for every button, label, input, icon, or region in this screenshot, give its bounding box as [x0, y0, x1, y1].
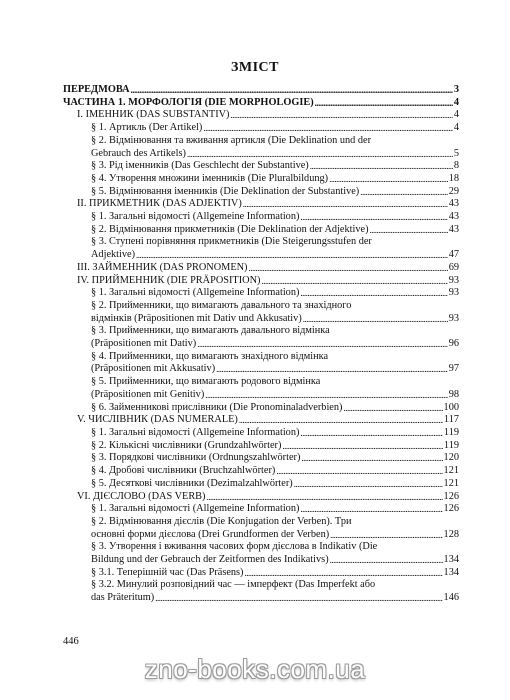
toc-entry-text: Bildung und der Gebrauch der Zeitformen des Indikativs) — [91, 554, 329, 566]
toc-entry-text: V. ЧИСЛІВНИК (DAS NUMERALE) — [77, 414, 238, 426]
toc-entry-page: 120 — [443, 452, 459, 464]
toc-entry-section[interactable] — [63, 186, 459, 199]
toc-entry-text: ПЕРЕДМОВА — [63, 84, 130, 95]
toc-entry-page: 121 — [443, 477, 459, 489]
toc-entry-text: § 1. Загальні відомості (Allgemeine Information) — [91, 287, 300, 299]
toc-entry-page: 117 — [443, 414, 459, 426]
leader-dots — [300, 427, 443, 440]
toc-entry-chapter-verb[interactable] — [63, 491, 459, 504]
toc-entry-section[interactable] — [63, 516, 459, 541]
leader-dots — [276, 465, 442, 478]
toc-entry-text: Gebrauch des Artikels) — [91, 147, 186, 159]
toc-entry-section[interactable] — [63, 503, 459, 516]
toc-entry-text: § 3. Рід іменників (Das Geschlecht der Substantive) — [91, 160, 309, 172]
toc-entry-page: 98 — [448, 388, 459, 400]
toc-entry-page: 128 — [443, 528, 459, 540]
leader-dots — [136, 249, 448, 262]
toc-entry-text-line1: § 2. Відмінювання та вживання артикля (Die Deklination und der — [91, 134, 372, 146]
leader-dots — [248, 262, 447, 275]
toc-entry-text: I. ІМЕННИК (DAS SUBSTANTIV) — [77, 109, 230, 121]
leader-dots — [244, 567, 442, 580]
toc-entry-chapter-preposition[interactable] — [63, 275, 459, 288]
toc-entry-text: § 2. Відмінювання прикметників (Die Deklination der Adjektive) — [91, 223, 369, 235]
toc-entry-chapter-noun[interactable] — [63, 109, 459, 122]
leader-dots — [230, 109, 452, 122]
leader-dots — [301, 452, 442, 465]
toc-entry-section[interactable] — [63, 325, 459, 350]
toc-entry-section[interactable] — [63, 122, 459, 135]
toc-entry-page: 4 — [453, 122, 459, 134]
toc-entry-text-line1: § 3. Ступені порівняння прикметників (Die Steigerungsstufen der — [91, 236, 372, 248]
toc-entry-text: II. ПРИКМЕТНИК (DAS ADJEKTIV) — [77, 198, 242, 210]
page-number: 446 — [63, 636, 79, 647]
leader-dots — [315, 97, 453, 110]
toc-entry-text: ЧАСТИНА 1. МОРФОЛОГІЯ (DIE MORPHOLOGIE) — [63, 96, 314, 108]
leader-dots — [205, 389, 447, 402]
toc-entry-text: § 5. Десяткові числівники (Dezimalzahlwörter) — [91, 477, 293, 489]
toc-entry-chapter-numeral[interactable] — [63, 414, 459, 427]
leader-dots — [343, 402, 442, 415]
table-of-contents — [63, 84, 459, 605]
toc-entry-text: відмінків (Präpositionen mit Dativ und Akkusativ) — [91, 312, 302, 324]
toc-entry-foreword[interactable] — [63, 84, 459, 97]
toc-entry-text: основні форми дієслова (Drei Grundformen der Verben) — [91, 528, 330, 540]
toc-entry-section[interactable] — [63, 173, 459, 186]
toc-entry-text-line1: § 3. Утворення і вживання часових форм дієслова в Indikativ (Die — [91, 541, 378, 553]
leader-dots — [294, 478, 443, 491]
toc-entry-section[interactable] — [63, 402, 459, 415]
toc-entry-page: 8 — [453, 160, 459, 172]
toc-entry-page: 119 — [443, 426, 459, 438]
leader-dots — [131, 84, 453, 97]
toc-entry-section[interactable] — [63, 160, 459, 173]
toc-entry-section[interactable] — [63, 300, 459, 325]
toc-entry-text: § 3. Порядкові числівники (Ordnungszahlwörter) — [91, 452, 301, 464]
leader-dots — [239, 414, 443, 427]
toc-entry-section[interactable] — [63, 287, 459, 300]
leader-dots — [360, 186, 447, 199]
toc-entry-text: (Präpositionen mit Akkusativ) — [91, 363, 216, 375]
toc-entry-section[interactable] — [63, 376, 459, 401]
leader-dots — [370, 224, 448, 237]
toc-entry-text-line1: § 2. Відмінювання дієслів (Die Konjugation der Verben). Три — [91, 515, 352, 527]
leader-dots — [300, 211, 447, 224]
toc-entry-page: 121 — [443, 465, 459, 477]
leader-dots — [300, 287, 447, 300]
leader-dots — [155, 592, 442, 605]
toc-entry-text: § 1. Артикль (Der Artikel) — [91, 122, 203, 134]
leader-dots — [187, 148, 453, 161]
leader-dots — [282, 440, 443, 453]
toc-entry-page: 100 — [443, 401, 459, 413]
toc-entry-text-line1: § 5. Прийменники, що вимагають родового відмінка — [91, 376, 321, 388]
toc-entry-text: § 1. Загальні відомості (Allgemeine Information) — [91, 211, 300, 223]
toc-entry-text: § 1. Загальні відомості (Allgemeine Information) — [91, 426, 300, 438]
toc-entry-page: 43 — [448, 211, 459, 223]
toc-entry-section[interactable] — [63, 579, 459, 604]
toc-entry-text: III. ЗАЙМЕННИК (DAS PRONOMEN) — [77, 261, 248, 273]
toc-entry-chapter-adjective[interactable] — [63, 198, 459, 211]
toc-entry-section[interactable] — [63, 452, 459, 465]
toc-entry-section[interactable] — [63, 211, 459, 224]
toc-entry-text: § 2. Кількісні числівники (Grundzahlwörter) — [91, 439, 282, 451]
leader-dots — [261, 275, 447, 288]
watermark: zno-books.com.ua — [144, 654, 366, 684]
leader-dots — [330, 554, 443, 567]
toc-entry-page: 43 — [448, 198, 459, 210]
toc-entry-text-line1: § 4. Прийменники, що вимагають знахідного відмінка — [91, 350, 329, 362]
toc-entry-page: 96 — [448, 338, 459, 350]
toc-entry-page: 146 — [443, 592, 459, 604]
toc-entry-text: (Präpositionen mit Dativ) — [91, 338, 197, 350]
toc-entry-text: das Präteritum) — [91, 592, 155, 604]
leader-dots — [300, 503, 442, 516]
leader-dots — [206, 491, 442, 504]
toc-entry-page: 126 — [443, 490, 459, 502]
toc-entry-page: 18 — [448, 172, 459, 184]
toc-title: ЗМІСТ — [231, 60, 279, 75]
toc-entry-page: 29 — [448, 185, 459, 197]
toc-entry-section[interactable] — [63, 567, 459, 580]
leader-dots — [329, 173, 448, 186]
toc-entry-section[interactable] — [63, 541, 459, 566]
leader-dots — [303, 313, 448, 326]
toc-entry-text: § 4. Утворення множини іменників (Die Pluralbildung) — [91, 172, 329, 184]
toc-entry-page: 43 — [448, 223, 459, 235]
toc-entry-text: § 3.1. Теперішній час (Das Präsens) — [91, 566, 244, 578]
toc-entry-page: 4 — [453, 96, 459, 108]
toc-entry-section[interactable] — [63, 224, 459, 237]
toc-entry-section[interactable] — [63, 478, 459, 491]
leader-dots — [310, 160, 453, 173]
toc-entry-page: 126 — [443, 503, 459, 515]
toc-entry-section[interactable] — [63, 351, 459, 376]
toc-entry-page: 119 — [443, 439, 459, 451]
toc-entry-text: § 5. Відмінювання іменників (Die Deklination der Substantive) — [91, 185, 360, 197]
toc-entry-chapter-pronoun[interactable] — [63, 262, 459, 275]
toc-entry-text-line1: § 3. Прийменники, що вимагають давального відмінка — [91, 325, 330, 337]
leader-dots — [243, 198, 448, 211]
toc-entry-section[interactable] — [63, 427, 459, 440]
toc-entry-text: (Präpositionen mit Genitiv) — [91, 388, 205, 400]
toc-entry-section[interactable] — [63, 465, 459, 478]
toc-entry-page: 69 — [448, 261, 459, 273]
toc-entry-text: VI. ДІЄСЛОВО (DAS VERB) — [77, 490, 206, 502]
toc-entry-section[interactable] — [63, 440, 459, 453]
toc-entry-page: 3 — [453, 84, 459, 95]
toc-entry-page: 93 — [448, 287, 459, 299]
toc-entry-part-1[interactable] — [63, 97, 459, 110]
toc-entry-page: 5 — [453, 147, 459, 159]
toc-entry-text: IV. ПРИЙМЕННИК (DIE PRÄPOSITION) — [77, 274, 261, 286]
toc-entry-page: 97 — [448, 363, 459, 375]
toc-entry-text-line1: § 3.2. Минулий розповідний час — імперфект (Das Imperfekt або — [91, 579, 376, 591]
toc-entry-section[interactable] — [63, 236, 459, 261]
toc-entry-page: 93 — [448, 312, 459, 324]
toc-entry-page: 134 — [443, 554, 459, 566]
leader-dots — [216, 363, 448, 376]
toc-entry-page: 4 — [453, 109, 459, 121]
toc-entry-text: Adjektive) — [91, 249, 136, 261]
leader-dots — [203, 122, 452, 135]
toc-entry-text: § 4. Дробові числівники (Bruchzahlwörter) — [91, 465, 276, 477]
toc-entry-text: § 6. Займенникові прислівники (Die Pronominaladverbien) — [91, 401, 343, 413]
leader-dots — [330, 529, 442, 542]
toc-entry-page: 93 — [448, 274, 459, 286]
toc-entry-text: § 1. Загальні відомості (Allgemeine Information) — [91, 503, 300, 515]
toc-entry-text-line1: § 2. Прийменники, що вимагають давального та знахідного — [91, 299, 352, 311]
toc-entry-page: 47 — [448, 249, 459, 261]
toc-entry-page: 134 — [443, 566, 459, 578]
toc-entry-section[interactable] — [63, 135, 459, 160]
leader-dots — [197, 338, 447, 351]
